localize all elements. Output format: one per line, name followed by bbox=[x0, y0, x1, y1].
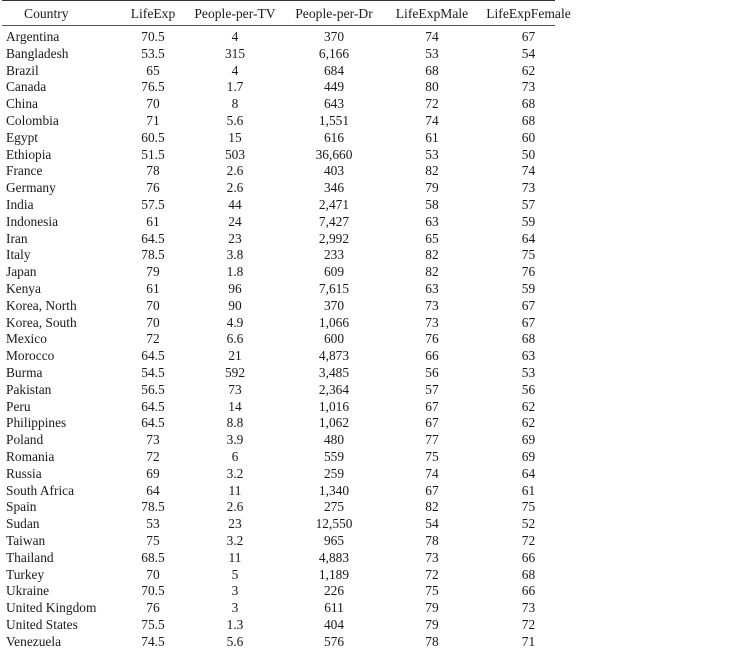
header-lifeexp-female: LifeExpFemale bbox=[486, 6, 571, 21]
cell-lifeexp-female: 56 bbox=[521, 381, 536, 397]
cell-people-per-dr: 559 bbox=[323, 448, 345, 464]
cell-lifeexp: 70 bbox=[146, 297, 160, 313]
table-row bbox=[2, 79, 577, 96]
cell-lifeexp-female: 67 bbox=[521, 29, 536, 44]
cell-lifeexp-female: 54 bbox=[521, 45, 536, 61]
header-lifeexp: LifeExp bbox=[130, 6, 176, 21]
cell-country: Philippines bbox=[6, 415, 67, 431]
cell-lifeexp-female: 66 bbox=[521, 549, 536, 565]
cell-people-per-tv: 6.6 bbox=[226, 331, 244, 347]
cell-lifeexp-female: 75 bbox=[521, 499, 536, 515]
cell-lifeexp-male: 63 bbox=[425, 213, 439, 229]
cell-country: United States bbox=[6, 616, 78, 632]
cell-lifeexp: 64 bbox=[146, 482, 160, 498]
cell-people-per-tv: 15 bbox=[228, 129, 242, 145]
cell-country: Thailand bbox=[6, 549, 54, 565]
cell-lifeexp: 76 bbox=[146, 600, 160, 616]
cell-lifeexp-male: 54 bbox=[425, 516, 439, 532]
cell-lifeexp-male: 79 bbox=[425, 180, 439, 196]
cell-people-per-dr: 370 bbox=[323, 297, 345, 313]
cell-lifeexp-female: 64 bbox=[521, 230, 536, 246]
cell-lifeexp: 65 bbox=[146, 62, 160, 78]
cell-country: India bbox=[6, 196, 34, 212]
cell-people-per-tv: 14 bbox=[228, 398, 242, 414]
cell-lifeexp-male: 80 bbox=[425, 79, 439, 95]
cell-people-per-dr: 965 bbox=[323, 532, 345, 548]
table-row bbox=[2, 583, 577, 600]
cell-lifeexp-female: 68 bbox=[521, 112, 536, 128]
cell-people-per-dr: 6,166 bbox=[318, 45, 350, 61]
cell-lifeexp-male: 79 bbox=[425, 600, 439, 616]
cell-people-per-tv: 1.3 bbox=[226, 616, 244, 632]
cell-people-per-tv: 2.6 bbox=[226, 180, 244, 196]
table-row bbox=[2, 365, 577, 382]
cell-country: Brazil bbox=[6, 62, 39, 78]
life-expectancy-table bbox=[2, 3, 577, 650]
cell-country: China bbox=[6, 96, 38, 112]
cell-people-per-dr: 480 bbox=[323, 432, 345, 448]
table-row bbox=[2, 25, 577, 46]
header-people-per-tv: People-per-TV bbox=[194, 6, 276, 21]
table-row bbox=[2, 113, 577, 130]
table-row bbox=[2, 483, 577, 500]
cell-lifeexp: 75.5 bbox=[141, 616, 165, 632]
cell-lifeexp-male: 68 bbox=[425, 62, 439, 78]
table-row bbox=[2, 634, 577, 650]
cell-people-per-dr: 600 bbox=[323, 331, 345, 347]
cell-people-per-dr: 403 bbox=[323, 163, 345, 179]
cell-lifeexp-male: 67 bbox=[425, 482, 439, 498]
cell-country: South Africa bbox=[6, 482, 75, 498]
cell-lifeexp-male: 67 bbox=[425, 398, 439, 414]
cell-people-per-tv: 5 bbox=[231, 566, 239, 582]
cell-lifeexp-male: 56 bbox=[425, 364, 439, 380]
cell-people-per-dr: 643 bbox=[323, 96, 345, 112]
cell-lifeexp: 64.5 bbox=[141, 348, 165, 364]
cell-people-per-tv: 11 bbox=[228, 549, 242, 565]
cell-country: Ethiopia bbox=[6, 146, 52, 162]
cell-lifeexp-male: 75 bbox=[425, 448, 439, 464]
cell-lifeexp: 53.5 bbox=[141, 45, 165, 61]
cell-lifeexp-female: 76 bbox=[521, 264, 536, 280]
table-row bbox=[2, 567, 577, 584]
cell-lifeexp-male: 82 bbox=[425, 247, 439, 263]
cell-lifeexp-male: 76 bbox=[425, 331, 439, 347]
cell-lifeexp-female: 72 bbox=[521, 616, 536, 632]
cell-people-per-dr: 7,427 bbox=[318, 213, 350, 229]
table-row bbox=[2, 331, 577, 348]
cell-lifeexp-female: 69 bbox=[521, 448, 536, 464]
cell-lifeexp: 74.5 bbox=[141, 633, 165, 649]
cell-lifeexp-female: 72 bbox=[521, 532, 536, 548]
cell-people-per-tv: 592 bbox=[224, 364, 246, 380]
cell-country: Taiwan bbox=[6, 532, 46, 548]
cell-people-per-dr: 3,485 bbox=[318, 364, 350, 380]
cell-people-per-tv: 4 bbox=[231, 29, 239, 44]
cell-country: Burma bbox=[6, 364, 43, 380]
cell-lifeexp: 78.5 bbox=[141, 499, 165, 515]
cell-country: Korea, North bbox=[6, 297, 77, 313]
cell-lifeexp: 72 bbox=[146, 331, 160, 347]
cell-country: Sudan bbox=[6, 516, 40, 532]
cell-lifeexp-male: 82 bbox=[425, 163, 439, 179]
cell-lifeexp-female: 62 bbox=[521, 415, 536, 431]
cell-lifeexp-male: 73 bbox=[425, 549, 439, 565]
cell-lifeexp-female: 73 bbox=[521, 600, 536, 616]
cell-country: Poland bbox=[6, 432, 44, 448]
cell-people-per-tv: 44 bbox=[228, 196, 242, 212]
cell-lifeexp-female: 73 bbox=[521, 180, 536, 196]
cell-people-per-tv: 8.8 bbox=[226, 415, 244, 431]
cell-people-per-dr: 12,550 bbox=[315, 516, 353, 532]
cell-people-per-tv: 8 bbox=[231, 96, 239, 112]
table-header-row bbox=[2, 3, 577, 25]
cell-lifeexp: 54.5 bbox=[141, 364, 165, 380]
cell-country: Indonesia bbox=[6, 213, 59, 229]
cell-people-per-tv: 3.2 bbox=[226, 465, 244, 481]
cell-country: Egypt bbox=[6, 129, 38, 145]
cell-people-per-dr: 684 bbox=[323, 62, 345, 78]
cell-lifeexp: 70.5 bbox=[141, 583, 165, 599]
cell-country: Korea, South bbox=[6, 314, 77, 330]
cell-lifeexp: 76.5 bbox=[141, 79, 165, 95]
cell-lifeexp-female: 68 bbox=[521, 96, 536, 112]
table-row bbox=[2, 264, 577, 281]
cell-people-per-tv: 23 bbox=[228, 516, 242, 532]
cell-lifeexp: 60.5 bbox=[141, 129, 165, 145]
cell-people-per-tv: 315 bbox=[224, 45, 246, 61]
cell-lifeexp-male: 58 bbox=[425, 196, 439, 212]
cell-lifeexp-female: 61 bbox=[521, 482, 536, 498]
cell-people-per-dr: 449 bbox=[323, 79, 345, 95]
table-row bbox=[2, 247, 577, 264]
header-country: Country bbox=[24, 6, 69, 21]
cell-country: Spain bbox=[6, 499, 37, 515]
cell-people-per-dr: 226 bbox=[323, 583, 345, 599]
cell-lifeexp-male: 63 bbox=[425, 280, 439, 296]
cell-lifeexp: 70 bbox=[146, 566, 160, 582]
cell-lifeexp: 79 bbox=[146, 264, 160, 280]
cell-people-per-tv: 23 bbox=[228, 230, 242, 246]
cell-lifeexp-male: 77 bbox=[425, 432, 439, 448]
cell-lifeexp: 64.5 bbox=[141, 230, 165, 246]
table-row bbox=[2, 499, 577, 516]
table-row bbox=[2, 315, 577, 332]
cell-people-per-tv: 1.7 bbox=[226, 79, 244, 95]
table-row bbox=[2, 298, 577, 315]
cell-people-per-dr: 4,873 bbox=[318, 348, 350, 364]
cell-lifeexp-male: 73 bbox=[425, 297, 439, 313]
cell-people-per-dr: 1,016 bbox=[318, 398, 350, 414]
cell-lifeexp-male: 78 bbox=[425, 633, 439, 649]
cell-lifeexp-female: 71 bbox=[521, 633, 536, 649]
cell-lifeexp-female: 60 bbox=[521, 129, 536, 145]
cell-lifeexp: 61 bbox=[146, 213, 160, 229]
table-row bbox=[2, 46, 577, 63]
cell-people-per-dr: 370 bbox=[323, 29, 345, 44]
cell-lifeexp-male: 74 bbox=[425, 29, 439, 44]
cell-lifeexp-male: 72 bbox=[425, 566, 439, 582]
cell-country: Russia bbox=[6, 465, 42, 481]
cell-lifeexp-male: 57 bbox=[425, 381, 439, 397]
table-row bbox=[2, 130, 577, 147]
cell-country: Morocco bbox=[6, 348, 55, 364]
cell-lifeexp-female: 59 bbox=[521, 213, 536, 229]
cell-people-per-dr: 233 bbox=[323, 247, 345, 263]
cell-lifeexp: 78 bbox=[146, 163, 160, 179]
cell-people-per-tv: 6 bbox=[231, 448, 239, 464]
header-people-per-dr: People-per-Dr bbox=[295, 6, 373, 21]
table-row bbox=[2, 432, 577, 449]
cell-lifeexp: 70 bbox=[146, 96, 160, 112]
cell-country: United Kingdom bbox=[6, 600, 97, 616]
table-body bbox=[2, 25, 577, 650]
cell-lifeexp: 69 bbox=[146, 465, 160, 481]
cell-lifeexp-male: 72 bbox=[425, 96, 439, 112]
cell-lifeexp-male: 75 bbox=[425, 583, 439, 599]
cell-lifeexp-male: 65 bbox=[425, 230, 439, 246]
cell-lifeexp: 61 bbox=[146, 280, 160, 296]
cell-lifeexp: 64.5 bbox=[141, 415, 165, 431]
cell-lifeexp-female: 53 bbox=[521, 364, 536, 380]
table-row bbox=[2, 449, 577, 466]
table-row bbox=[2, 180, 577, 197]
cell-people-per-tv: 11 bbox=[228, 482, 242, 498]
cell-lifeexp-female: 67 bbox=[521, 297, 536, 313]
cell-country: Argentina bbox=[6, 29, 60, 44]
cell-people-per-dr: 1,551 bbox=[318, 112, 350, 128]
cell-people-per-tv: 5.6 bbox=[226, 633, 244, 649]
table-row bbox=[2, 197, 577, 214]
cell-people-per-tv: 503 bbox=[224, 146, 246, 162]
cell-people-per-tv: 3 bbox=[231, 583, 239, 599]
cell-people-per-dr: 346 bbox=[323, 180, 345, 196]
cell-people-per-dr: 275 bbox=[323, 499, 345, 515]
cell-lifeexp: 57.5 bbox=[141, 196, 165, 212]
cell-people-per-tv: 3.8 bbox=[226, 247, 244, 263]
cell-country: Ukraine bbox=[6, 583, 50, 599]
cell-lifeexp: 72 bbox=[146, 448, 160, 464]
cell-country: Peru bbox=[6, 398, 31, 414]
cell-people-per-tv: 3.2 bbox=[226, 532, 244, 548]
cell-people-per-dr: 576 bbox=[323, 633, 345, 649]
cell-country: Canada bbox=[6, 79, 47, 95]
cell-people-per-tv: 96 bbox=[228, 280, 242, 296]
table-row bbox=[2, 281, 577, 298]
cell-lifeexp-male: 82 bbox=[425, 499, 439, 515]
cell-people-per-tv: 2.6 bbox=[226, 163, 244, 179]
cell-people-per-dr: 1,340 bbox=[318, 482, 350, 498]
cell-country: Pakistan bbox=[6, 381, 52, 397]
cell-lifeexp-female: 73 bbox=[521, 79, 536, 95]
cell-lifeexp-female: 59 bbox=[521, 280, 536, 296]
top-rule bbox=[2, 0, 555, 1]
cell-people-per-tv: 4.9 bbox=[226, 314, 244, 330]
table-row bbox=[2, 600, 577, 617]
cell-people-per-tv: 3 bbox=[231, 600, 239, 616]
table-row bbox=[2, 399, 577, 416]
cell-people-per-dr: 36,660 bbox=[315, 146, 353, 162]
table-row bbox=[2, 231, 577, 248]
cell-lifeexp-male: 53 bbox=[425, 146, 439, 162]
table-row bbox=[2, 533, 577, 550]
table-row bbox=[2, 382, 577, 399]
cell-lifeexp: 53 bbox=[146, 516, 160, 532]
table-row bbox=[2, 415, 577, 432]
cell-lifeexp: 70 bbox=[146, 314, 160, 330]
cell-lifeexp-female: 68 bbox=[521, 331, 536, 347]
cell-people-per-tv: 5.6 bbox=[226, 112, 244, 128]
cell-country: Turkey bbox=[6, 566, 45, 582]
cell-people-per-dr: 2,992 bbox=[318, 230, 350, 246]
cell-people-per-tv: 3.9 bbox=[226, 432, 244, 448]
cell-people-per-tv: 90 bbox=[228, 297, 242, 313]
cell-people-per-dr: 1,062 bbox=[318, 415, 350, 431]
cell-people-per-dr: 616 bbox=[323, 129, 345, 145]
cell-lifeexp-male: 53 bbox=[425, 45, 439, 61]
header-lifeexp-male: LifeExpMale bbox=[395, 6, 469, 21]
cell-country: Germany bbox=[6, 180, 56, 196]
cell-lifeexp-male: 66 bbox=[425, 348, 439, 364]
table-row bbox=[2, 617, 577, 634]
cell-lifeexp-female: 52 bbox=[521, 516, 536, 532]
cell-country: Bangladesh bbox=[6, 45, 69, 61]
table-row bbox=[2, 96, 577, 113]
cell-people-per-tv: 24 bbox=[228, 213, 242, 229]
cell-lifeexp-female: 74 bbox=[521, 163, 536, 179]
cell-lifeexp: 76 bbox=[146, 180, 160, 196]
cell-lifeexp: 70.5 bbox=[141, 29, 165, 44]
cell-country: Romania bbox=[6, 448, 55, 464]
cell-lifeexp: 68.5 bbox=[141, 549, 165, 565]
cell-country: Iran bbox=[6, 230, 28, 246]
cell-lifeexp-female: 69 bbox=[521, 432, 536, 448]
cell-people-per-dr: 611 bbox=[324, 600, 344, 616]
cell-lifeexp-female: 50 bbox=[521, 146, 536, 162]
table-row bbox=[2, 147, 577, 164]
cell-people-per-tv: 4 bbox=[231, 62, 239, 78]
cell-people-per-dr: 2,471 bbox=[318, 196, 350, 212]
cell-lifeexp: 71 bbox=[146, 112, 160, 128]
table-row bbox=[2, 516, 577, 533]
cell-people-per-dr: 404 bbox=[323, 616, 345, 632]
table-row bbox=[2, 550, 577, 567]
table-row bbox=[2, 348, 577, 365]
cell-lifeexp-female: 66 bbox=[521, 583, 536, 599]
cell-people-per-tv: 21 bbox=[228, 348, 242, 364]
cell-people-per-dr: 609 bbox=[323, 264, 345, 280]
cell-lifeexp-male: 74 bbox=[425, 112, 439, 128]
table-row bbox=[2, 466, 577, 483]
cell-lifeexp-male: 79 bbox=[425, 616, 439, 632]
cell-lifeexp-male: 73 bbox=[425, 314, 439, 330]
cell-lifeexp: 75 bbox=[146, 532, 160, 548]
cell-lifeexp: 56.5 bbox=[141, 381, 165, 397]
cell-lifeexp-male: 82 bbox=[425, 264, 439, 280]
cell-people-per-dr: 2,364 bbox=[318, 381, 350, 397]
table-row bbox=[2, 63, 577, 80]
cell-people-per-dr: 1,189 bbox=[318, 566, 350, 582]
cell-lifeexp-female: 68 bbox=[521, 566, 536, 582]
cell-lifeexp-female: 57 bbox=[521, 196, 536, 212]
cell-lifeexp-female: 62 bbox=[521, 398, 536, 414]
cell-lifeexp-female: 63 bbox=[521, 348, 536, 364]
table-row bbox=[2, 214, 577, 231]
table-row bbox=[2, 163, 577, 180]
cell-lifeexp: 78.5 bbox=[141, 247, 165, 263]
cell-people-per-tv: 2.6 bbox=[226, 499, 244, 515]
cell-country: Mexico bbox=[6, 331, 47, 347]
cell-country: France bbox=[6, 163, 43, 179]
cell-lifeexp: 73 bbox=[146, 432, 160, 448]
cell-people-per-tv: 1.8 bbox=[226, 264, 244, 280]
cell-lifeexp-male: 61 bbox=[425, 129, 439, 145]
cell-country: Colombia bbox=[6, 112, 59, 128]
cell-lifeexp-female: 62 bbox=[521, 62, 536, 78]
cell-country: Venezuela bbox=[6, 633, 62, 649]
cell-lifeexp: 51.5 bbox=[141, 146, 165, 162]
cell-lifeexp-female: 64 bbox=[521, 465, 536, 481]
cell-country: Kenya bbox=[6, 280, 41, 296]
cell-people-per-dr: 7,615 bbox=[318, 280, 350, 296]
cell-people-per-dr: 1,066 bbox=[318, 314, 350, 330]
cell-people-per-dr: 259 bbox=[323, 465, 345, 481]
cell-lifeexp: 64.5 bbox=[141, 398, 165, 414]
cell-lifeexp-female: 75 bbox=[521, 247, 536, 263]
cell-people-per-tv: 73 bbox=[228, 381, 242, 397]
cell-country: Italy bbox=[6, 247, 31, 263]
cell-lifeexp-male: 78 bbox=[425, 532, 439, 548]
cell-lifeexp-male: 74 bbox=[425, 465, 439, 481]
cell-lifeexp-male: 67 bbox=[425, 415, 439, 431]
cell-people-per-dr: 4,883 bbox=[318, 549, 350, 565]
cell-country: Japan bbox=[6, 264, 37, 280]
cell-lifeexp-female: 67 bbox=[521, 314, 536, 330]
